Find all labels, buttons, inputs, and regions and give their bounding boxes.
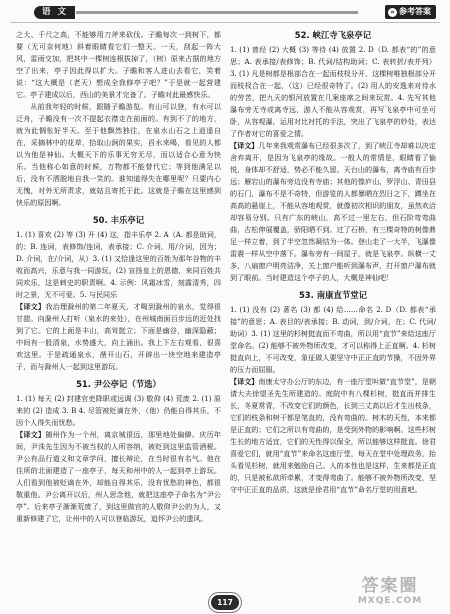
translation-text: 随州作为一个州，离京城很远，那里地处偏僻。庆历年间，尹洙先生因为不被当权的人所容纳，被贬到这里监管酒税。尹公有品行道义和文章学问，擅长辩论，在当时很有名气。他在住所的北面建造了一座亭子，每天和州中的人一起到亭上游玩。人们看到他被贬谪在外，却能自得其乐，没有忧愁的神色，都很敬重他。尹公离开以后，州人思念他，就把这座亭子命名为“尹公亭”。后来亭子渐渐荒废了，到这里做官的人敬仰尹公的为人，又重新修建了它，让州中的人可以登临游玩，追怀尹公的遗风。 — [16, 430, 221, 523]
section-heading: 53. 南康直节堂记 — [298, 290, 367, 300]
translation-paragraph — [16, 429, 221, 525]
paragraph: 之大、千尺之高，不能够用刀斧来砍伐。子瞻每次一到树下，都要（无可奈何地）斜着眼睛看它们一整天。一天，刮起一阵大风，雷雨交加，把其中一棵树连根拔掉了，（树）原来占据的地方空了出来，亭子因此得以扩大。子瞻和客人进山去看它，笑着说：“这大概是（老天）想成全我修亭子吧？”于是就一起营建它。亭子建成以后，西山的美景才完备了。子瞻对此最感快乐。 — [16, 30, 221, 99]
answer-text: 1. (1) 没有 (2) 著名 (3) 都 (4) 给……命名 2. D（D. 都表“承接”的意思；A. 表目的/表承接；B. 动词，到/介词，在；C. 代词/助词）3. (1) 这里的杉树挺直而不弯曲，所以用“直节”来给这座厅堂命名。(2) 能够不被外物所改变，才可以称得上正直啊。4. 杉树挺直向上，不可改变，象征做人要坚守中正正直的节操，不因外界的压力而屈服。 — [230, 305, 436, 374]
translation-label: 【译文】 — [16, 430, 46, 439]
header-divider — [10, 22, 440, 23]
translation-paragraph — [230, 140, 436, 284]
subject-tab: 语 文 — [34, 6, 75, 19]
section-heading: 50. 丰乐亭记 — [92, 215, 145, 225]
page-number: 117 — [211, 595, 239, 610]
watermark-url: MXQE.COM — [357, 596, 423, 606]
translation-label: 【译文】 — [230, 377, 259, 386]
answer-key-label: 参考答案 — [399, 7, 431, 16]
translation-paragraph — [230, 376, 436, 496]
translation-label: 【译文】 — [16, 302, 46, 311]
right-column — [230, 29, 436, 594]
translation-text: 我治理滁州的第二年夏天，才喝到滁州的泉水，觉得很甘甜。向滁州人打听（泉水的来处），在州城南面百步远的近处找到了它。它的上面是丰山，高耸挺立；下面是幽谷，幽深隐蔽；中间有一股清泉，水势盛大，向上涌出。我上下左右观看，很喜欢这里。于是疏通泉水，凿开山石，开辟出一块空地来建造亭子，而与滁州人一起到这里游玩。 — [16, 302, 221, 371]
left-column — [16, 29, 221, 594]
section-heading: 52. 峡江寺飞泉亭记 — [294, 30, 372, 40]
double-arrow-icon: » — [388, 8, 397, 17]
section-heading: 51. 尹公亭记（节选） — [76, 379, 161, 389]
answer-key-badge — [385, 5, 436, 19]
answer-text: 1. (1) 喜欢 (2) 等 (3) 开 (4) 这，指丰乐亭 2. A（A. 都是助词，的；B. 连词，表修饰/连词，表承接；C. 介词，用/介词，因为；D. 介词，在/介词，从）3. (1) 又恰逢这里的百姓为那年谷物的丰收而高兴，乐意与我一同游玩。(2) 宣扬皇上的恩德，来同百姓共同欢乐，这是刺史的职责啊。4. 示例：风霜冰雪，刻露清秀，四时之景，无不可爱。5. 与民同乐 — [16, 230, 221, 299]
answer-text: 1. (1) 曾经 (2) 大概 (3) 等待 (4) 放置 2. D（D. 都表“的”的意思；A. 表承接/表修饰；B. 代词/结构助词；C. 表转折/表并列）3. (1) 凡是树都是根部合在一起而枝杈分开，这棵树唯独根部分开而枝杈合在一起，（这）已经很奇特了。(2) 用人的安逸来对待水的劳苦，把九天的银河放置在几案座席之间来玩赏。4. 先写其他瀑布旁无寺或离寺远，游人不能从容观赏，再写飞泉亭中可坐可卧，从容观瀑，运用对比衬托的手法，突出了飞泉亭的妙处，表达了作者对它的喜爱之情。 — [230, 45, 436, 138]
watermark-text: 答案圈 — [361, 576, 419, 596]
header-rule — [76, 11, 358, 14]
answer-text: 1. (1) 每天 (2) 封建官吏降职或远调 (3) 敬仰 (4) 荒废 2. (1) 原来的 (2) 造成 3. B 4. 尽管被贬谪在外，（他）仍能自得其乐，不因个人得失而忧愁。 — [16, 394, 221, 427]
translation-text: 几年来我观赏瀑布已经很多次了，到了峡江寺却难以决定舍弃离开，是因为飞泉亭的缘故。一般人的常情是，眼睛看了愉悦，身体却不舒适，势必不能久留。天台山的瀑布，离寺庙有百步远；雁宕山的瀑布旁边没有寺庙；其他的像庐山、罗浮山、青田县的石门，瀑布不是不奇特，但游览的人都暴晒在烈日之下，蹲坐在高高的悬崖上，不能从容地观赏，就像初次相识的朋友，虽然欢洽却容易分别。只有广东的峡山，高不过一里左右，但石阶弯弯曲曲，古松伸展覆盖，骄阳晒不到。过了石桥，有三棵奇特的树像鼎足一样立着，到了半空忽然凝结为一体。登山走了一大半，飞瀑像雷震一样从空中落下。瀑布旁有一间屋子，就是飞泉亭。纵横一丈多，八扇窗户明亮洁净，关上窗户能听到瀑布声，打开窗户瀑布就到了眼前。当时建造这个亭子的人，大概是神仙吧！ — [230, 141, 436, 282]
translation-label: 【译文】 — [230, 141, 259, 150]
translation-paragraph — [16, 301, 221, 373]
paragraph: 从前我年轻的时候，跟随子瞻游览。有山可以登，有水可以泛舟，子瞻没有一次不提起衣襟走在前面的。有到不了的地方，就为此惆怅好半天。至于他飘然独往，在泉水山石之上逍遥自在，采摘林中的花草，拾取山涧的果实，舀水来喝，看见的人都以为他是神仙。大概天下的乐事无穷无尽，而以适合心意为快乐。当他称心如意的时候，万物都不能替代它；等到他满足以后，没有不洒脱地自我一笑的。谁知道得失在哪里呢？只要内心无愧，对外无所责求，就姑且寄托于此。这就是子瞻在这里感到快乐的原因啊。 — [16, 102, 221, 207]
translation-text: 南康太守办公厅的东边，有一座厅堂叫做“直节堂”，是朝请大夫徐望圣先生所建造的。庭院中有八棵杉树，挺直而并排生长，冬夏常青，不改变它们的颜色，长到三丈高以后才生出枝条，它们的枝条和树干都是笔直的，没有弯曲的。树木的天性，本来都是正直的；它们之所以有弯曲的，是受到外物的影响啊。这些杉树生长的地方适宜，它们的天性得以保全，所以能够这样挺直。徐君喜爱它们，就用“直节”来命名这座厅堂，每天在堂中处理政务，抬头看见杉树，就用来勉励自己。人的本性也是这样，生来都是正直的，只是被私欲所牵累，才变得弯曲了。能够不被外物所改变，坚守中正正直的品质，这就是徐君用“直节”命名厅堂的用意吧。 — [230, 377, 436, 494]
